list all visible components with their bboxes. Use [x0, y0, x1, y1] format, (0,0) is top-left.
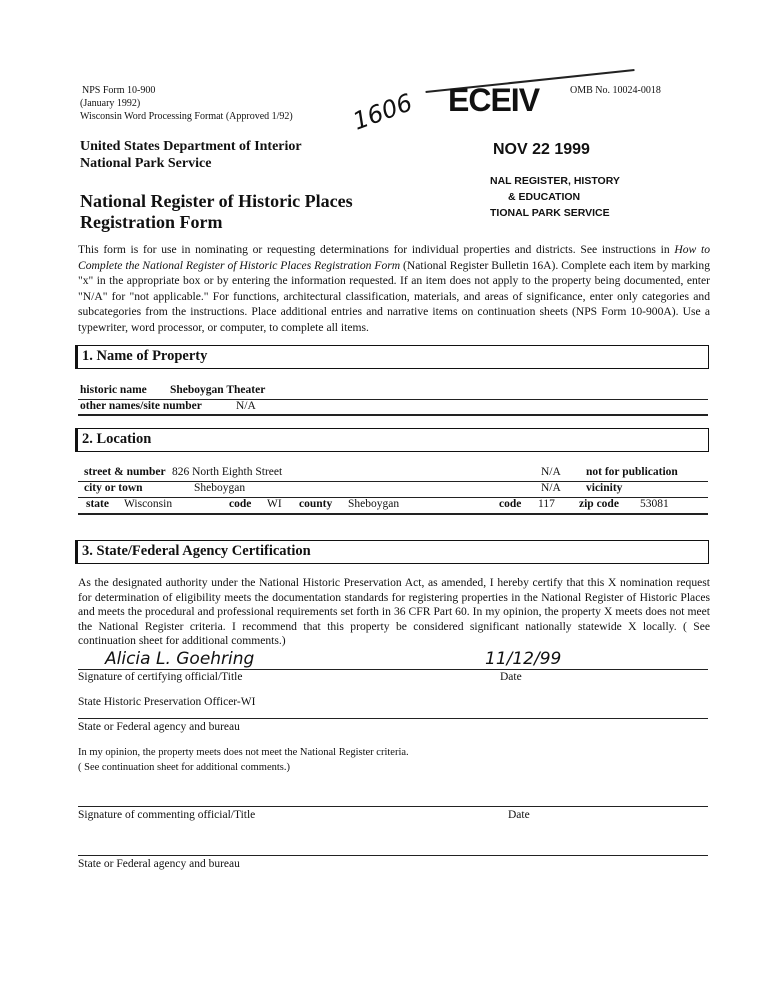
agency-label: State or Federal agency and bureau: [78, 721, 240, 733]
state-code: WI: [267, 498, 282, 510]
stamp-line3: TIONAL PARK SERVICE: [490, 207, 610, 219]
county-label: county: [299, 498, 333, 510]
divider: [78, 855, 708, 856]
comment-signature-line: [78, 806, 708, 807]
signature-label: Signature of certifying official/Title: [78, 671, 243, 683]
handwritten-date: 11/12/99: [485, 649, 562, 669]
agency-label-2: State or Federal agency and bureau: [78, 858, 240, 870]
divider: [78, 718, 708, 719]
state-value: Wisconsin: [124, 498, 173, 510]
form-number: NPS Form 10-900: [82, 85, 156, 96]
continuation-note: ( See continuation sheet for additional comments.): [78, 762, 290, 773]
format-note: Wisconsin Word Processing Format (Approved 1/92): [80, 111, 293, 122]
county-code-label: code: [499, 498, 522, 510]
handwritten-number: 1606: [349, 88, 417, 136]
county-code: 117: [538, 498, 555, 510]
date-label: Date: [500, 671, 522, 683]
zip-value: 53081: [640, 498, 669, 510]
divider: [78, 513, 708, 515]
certification-text: As the designated authority under the National Historic Preservation Act, as amended, I hereby certify that this X nomination request for determination of eligibility meets the documentation standards for registering properties in the National Register of Historic Places and meets the procedural and professional requirements set forth in 36 CFR Part 60. In my opinion, the property X meets does not meet the National Register criteria. I recommend that this property be considered significant nationally statewide X locally. ( See continuation sheet for additional comments.): [78, 576, 710, 647]
divider: [78, 414, 708, 416]
city-label: city or town: [84, 482, 143, 494]
section-2-header: 2. Location: [75, 428, 709, 452]
county-value: Sheboygan: [348, 498, 400, 510]
other-names-value: N/A: [236, 400, 256, 412]
section-1-header: 1. Name of Property: [75, 345, 709, 369]
stamp-date: NOV 22 1999: [493, 141, 590, 158]
form-title: National Register of Historic Places: [80, 191, 353, 211]
agency: National Park Service: [80, 156, 212, 171]
stamp-line2: & EDUCATION: [508, 191, 581, 203]
vicinity: vicinity: [586, 482, 623, 494]
street-na: N/A: [541, 466, 561, 478]
historic-name-label: historic name: [80, 384, 147, 396]
stamp-line1: NAL REGISTER, HISTORY: [490, 175, 620, 187]
signature-line: [78, 669, 708, 670]
other-names-label: other names/site number: [80, 400, 202, 412]
stamp-received: ECEIV: [448, 82, 540, 118]
historic-name-value: Sheboygan Theater: [170, 384, 266, 396]
form-date: (January 1992): [80, 98, 141, 109]
not-for-publication: not for publication: [586, 466, 678, 478]
state-label: state: [86, 498, 109, 510]
opinion-text: In my opinion, the property meets does not meet the National Register criteria.: [78, 747, 409, 758]
official-title: State Historic Preservation Officer-WI: [78, 696, 256, 708]
zip-label: zip code: [579, 498, 619, 510]
state-code-label: code: [229, 498, 252, 510]
omb-number: OMB No. 10024-0018: [570, 85, 661, 96]
department: United States Department of Interior: [80, 139, 302, 154]
section-3-header: 3. State/Federal Agency Certification: [75, 540, 709, 564]
city-value: Sheboygan: [194, 482, 246, 494]
signature: Alicia L. Goehring: [105, 649, 255, 669]
form-subtitle: Registration Form: [80, 212, 223, 232]
street-label: street & number: [84, 466, 166, 478]
comment-signature-label: Signature of commenting official/Title: [78, 809, 256, 821]
city-na: N/A: [541, 482, 561, 494]
street-value: 826 North Eighth Street: [172, 466, 283, 478]
instructions: This form is for use in nominating or requesting determinations for individual properties and districts. See instructions in How to Complete the National Register of Historic Places Registration Form (National Register Bulletin 16A). Complete each item by marking "x" in the appropriate box or by entering the information requested. If an item does not apply to the property being documented, enter "N/A" for "not applicable." For functions, architectural classification, materials, and areas of significance, enter only categories and subcategories from the instructions. Place additional entries and narrative items on continuation sheets (NPS Form 10-900A). Use a typewriter, word processor, or computer, to complete all items.: [78, 243, 711, 334]
comment-date-label: Date: [508, 809, 530, 821]
